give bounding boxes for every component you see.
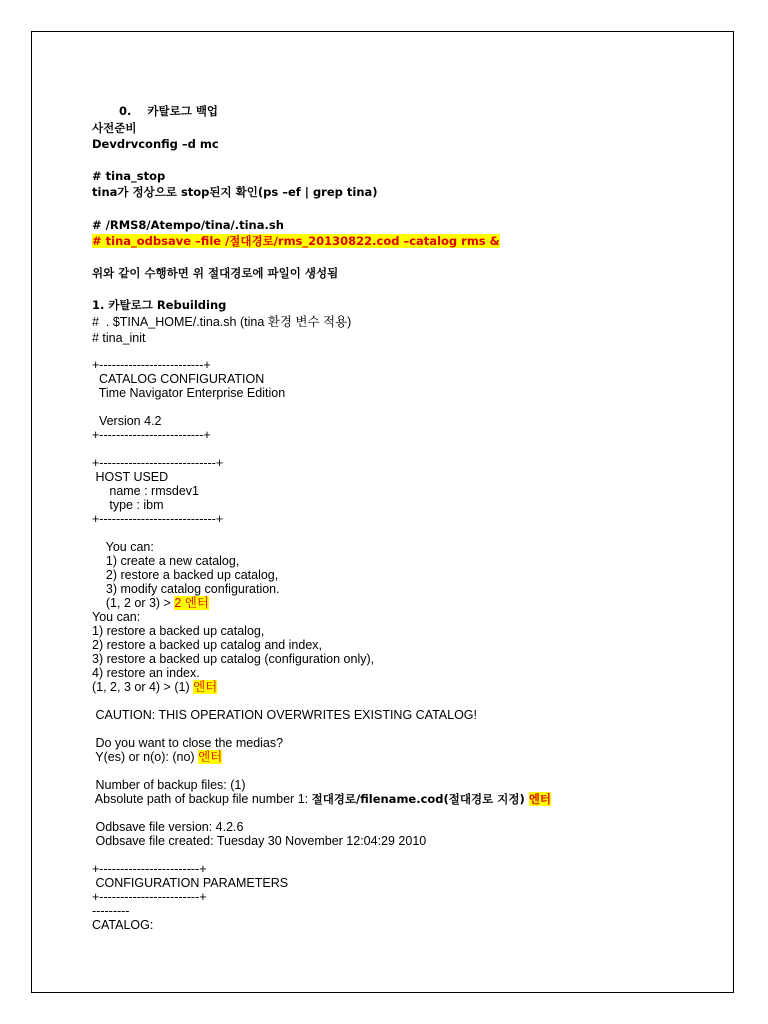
console-line: Number of backup files: (1) <box>92 778 246 792</box>
command-line: # tina_init <box>92 331 146 345</box>
console-line: 2) restore a backed up catalog, <box>92 568 279 582</box>
box-border-line: +-------------------------+ <box>92 358 211 372</box>
console-line: Odbsave file version: 4.2.6 <box>92 820 244 834</box>
highlighted-answer: 엔터 <box>528 792 551 806</box>
console-line: Version 4.2 <box>92 414 162 428</box>
console-line: 3) restore a backed up catalog (configuration only), <box>92 652 375 666</box>
prompt-text: Y(es) or n(o): (no) <box>92 750 199 764</box>
console-prompt-line <box>92 596 209 610</box>
section-1-title: 1. 카탈로그 Rebuilding <box>92 298 227 312</box>
box-border-line: +----------------------------+ <box>92 512 224 526</box>
console-line: type : ibm <box>92 498 164 512</box>
console-line: 3) modify catalog configuration. <box>92 582 280 596</box>
backup-path-text: 절대경로/filename.cod(절대경로 지정) <box>311 792 529 806</box>
console-line: 1) restore a backed up catalog, <box>92 624 265 638</box>
section-0-title: 0. 카탈로그 백업 <box>119 104 219 118</box>
instruction-line: 위와 같이 수행하면 위 절대경로에 파일이 생성됨 <box>92 266 339 280</box>
console-line: You can: <box>92 540 154 554</box>
console-line: name : rmsdev1 <box>92 484 199 498</box>
console-line: CATALOG CONFIGURATION <box>92 372 265 386</box>
console-line: CONFIGURATION PARAMETERS <box>92 876 289 890</box>
console-line: HOST USED <box>92 470 169 484</box>
divider-line: --------- <box>92 904 130 918</box>
command-line: # . $TINA_HOME/.tina.sh (tina 환경 변수 적용) <box>92 315 352 329</box>
box-border-line: +------------------------+ <box>92 890 207 904</box>
console-line: 4) restore an index. <box>92 666 200 680</box>
prompt-text: (1, 2, 3 or 4) > (1) <box>92 680 194 694</box>
box-border-line: +----------------------------+ <box>92 456 224 470</box>
box-border-line: +-------------------------+ <box>92 428 211 442</box>
instruction-line: tina가 정상으로 stop된지 확인(ps –ef | grep tina) <box>92 185 378 199</box>
console-line: CATALOG: <box>92 918 154 932</box>
console-line: Time Navigator Enterprise Edition <box>92 386 286 400</box>
console-prompt-line <box>92 680 217 694</box>
console-line: You can: <box>92 610 141 624</box>
console-line: 2) restore a backed up catalog and index, <box>92 638 323 652</box>
highlighted-answer: 엔터 <box>193 680 218 694</box>
console-prompt-line <box>92 750 222 764</box>
console-line: Odbsave file created: Tuesday 30 November 12:04:29 2010 <box>92 834 427 848</box>
prompt-text: (1, 2 or 3) > <box>92 596 175 610</box>
command-line: # /RMS8/Atempo/tina/.tina.sh <box>92 218 284 232</box>
preparation-label: 사전준비 <box>92 121 137 135</box>
highlighted-answer: 2 엔터 <box>174 596 209 610</box>
command-line: # tina_stop <box>92 169 166 183</box>
box-border-line: +------------------------+ <box>92 862 207 876</box>
console-prompt-line <box>92 792 551 806</box>
console-line: 1) create a new catalog, <box>92 554 240 568</box>
caution-line: CAUTION: THIS OPERATION OVERWRITES EXISTING CATALOG! <box>92 708 478 722</box>
command-line: Devdrvconfig –d mc <box>92 137 219 151</box>
prompt-text: Absolute path of backup file number 1: <box>92 792 312 806</box>
highlighted-answer: 엔터 <box>198 750 223 764</box>
highlighted-command: # tina_odbsave –file /절대경로/rms_20130822.cod –catalog rms & <box>92 234 500 248</box>
console-line: Do you want to close the medias? <box>92 736 284 750</box>
